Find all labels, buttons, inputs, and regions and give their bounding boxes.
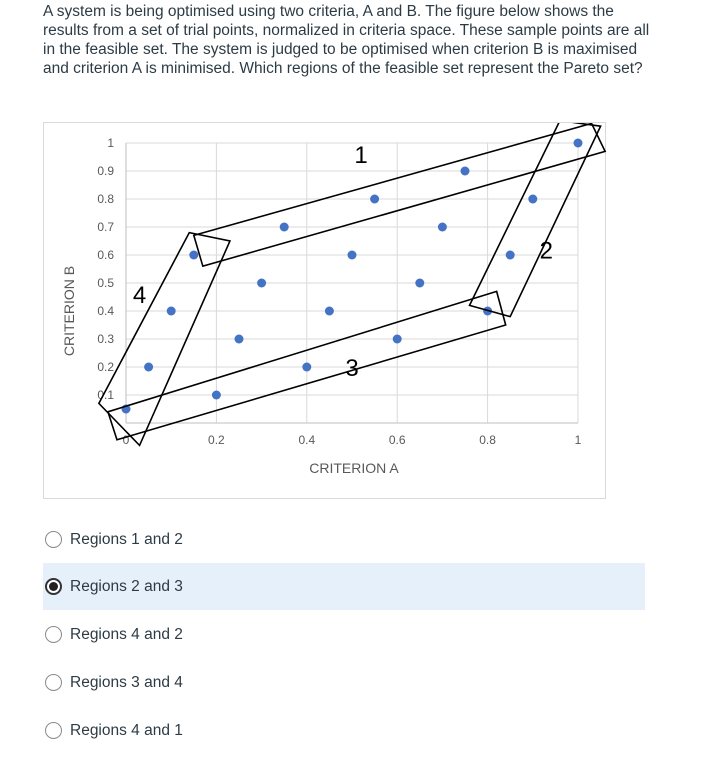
y-tick-label: 0.8 xyxy=(97,192,114,206)
data-point xyxy=(235,335,244,344)
option-regions-2-and-3[interactable] xyxy=(43,563,645,610)
radio-icon[interactable] xyxy=(45,578,62,595)
x-tick-label: 0.4 xyxy=(298,433,316,447)
x-tick-label: 0 xyxy=(122,433,130,447)
data-point xyxy=(574,139,583,148)
data-point xyxy=(189,251,198,260)
x-tick-label: 1 xyxy=(574,433,582,447)
y-tick-label: 0.3 xyxy=(97,332,114,346)
data-point xyxy=(528,195,537,204)
radio-icon[interactable] xyxy=(45,626,62,643)
data-point xyxy=(144,363,153,372)
region-label-1: 1 xyxy=(354,142,368,170)
data-point xyxy=(506,251,515,260)
data-point xyxy=(167,307,176,316)
option-label: Regions 1 and 2 xyxy=(70,530,183,548)
option-label: Regions 3 and 4 xyxy=(70,673,183,691)
y-tick-label: 0.6 xyxy=(97,248,114,262)
data-point xyxy=(348,251,357,260)
data-point xyxy=(393,335,402,344)
option-label: Regions 2 and 3 xyxy=(70,577,183,595)
data-point xyxy=(461,167,470,176)
option-regions-1-and-2[interactable] xyxy=(43,516,645,563)
option-regions-4-and-2[interactable] xyxy=(43,611,645,658)
y-tick-label: 0.5 xyxy=(97,276,114,290)
y-tick-label: 0.7 xyxy=(97,220,114,234)
data-point xyxy=(302,363,311,372)
option-label: Regions 4 and 2 xyxy=(70,625,183,643)
data-point xyxy=(438,223,447,232)
x-tick-label: 0.8 xyxy=(479,433,496,447)
option-regions-3-and-4[interactable] xyxy=(43,659,645,706)
y-axis-title: CRITERION B xyxy=(61,265,77,357)
data-point xyxy=(212,391,221,400)
y-tick-label: 0.9 xyxy=(97,164,114,178)
y-tick-label: 0.2 xyxy=(97,360,114,374)
x-axis-title: CRITERION A xyxy=(309,460,399,476)
radio-icon[interactable] xyxy=(45,531,62,548)
option-label: Regions 4 and 1 xyxy=(70,721,183,739)
data-point xyxy=(370,195,379,204)
data-point xyxy=(280,223,289,232)
data-point xyxy=(257,279,266,288)
y-tick-label: 0.4 xyxy=(97,304,114,318)
region-label-3: 3 xyxy=(345,355,359,382)
chart-canvas xyxy=(44,123,607,500)
x-tick-label: 0.2 xyxy=(208,433,225,447)
y-tick-label: 0.1 xyxy=(97,388,114,402)
x-tick-label: 0.6 xyxy=(388,433,406,447)
pareto-scatter-chart xyxy=(43,122,606,499)
data-point xyxy=(325,307,334,316)
option-regions-4-and-1[interactable] xyxy=(43,707,645,754)
radio-icon[interactable] xyxy=(45,722,62,739)
region-label-4: 4 xyxy=(132,282,147,310)
data-point xyxy=(415,279,424,288)
question-text: A system is being optimised using two criteria, A and B. The figure below shows the results from a set of trial points, normalized in criteria space. These sample points are all in the feasible set. The system is judged to be optimised when criterion B is maximised and criterion A is minimised. Which regions of the feasible set represent the Pareto set? xyxy=(43,3,650,77)
region-label-2: 2 xyxy=(539,237,554,265)
y-tick-label: 1 xyxy=(107,136,114,150)
radio-icon[interactable] xyxy=(45,674,62,691)
